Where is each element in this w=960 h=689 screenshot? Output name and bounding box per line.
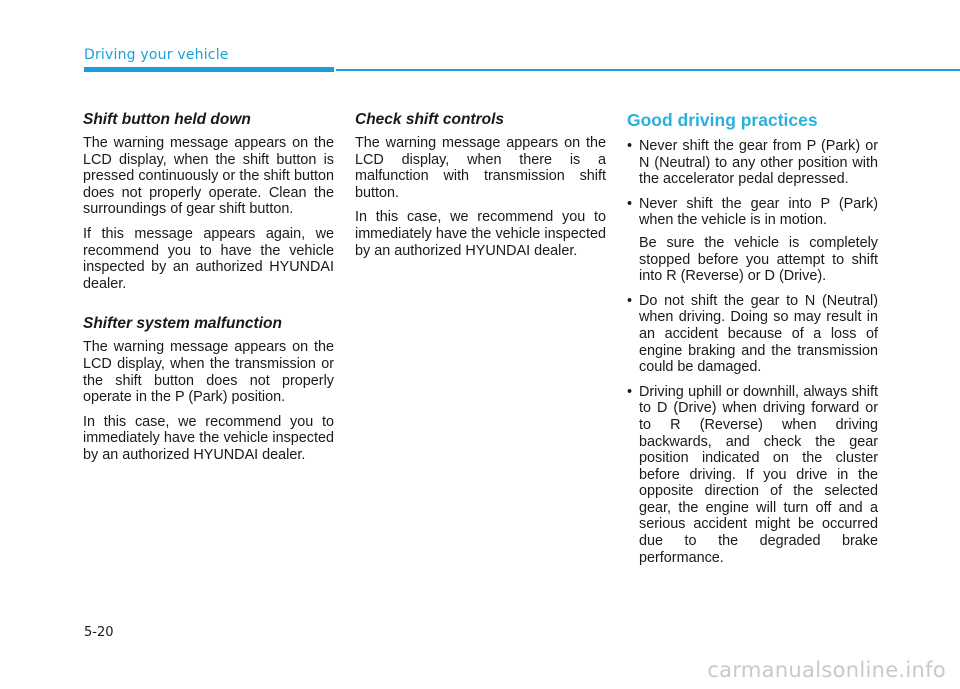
list-item-text: Driving uphill or downhill, always shift to D (Drive) when driving forward or to R (Reverse) when driving backwards, and check the gear position indicated on the cluster before driving. If you drive in the opposite direction of the selected gear, the engine will turn off and a serious accident might be occurred due to the degraded brake performance. xyxy=(639,383,878,566)
bullet-icon: • xyxy=(627,383,633,400)
list-item-text: Do not shift the gear to N (Neutral) when driving. Doing so may result in an accident because of a loss of engine braking and the transmission could be damaged. xyxy=(639,292,878,376)
header-rule-thick xyxy=(84,67,334,72)
bullet-icon: • xyxy=(627,195,633,212)
list-item-text: Never shift the gear into P (Park) when the vehicle is in motion. xyxy=(639,195,878,229)
bullet-icon: • xyxy=(627,138,633,154)
paragraph: The warning message appears on the LCD display, when the transmission or the shift button does not properly operate in the P (Park) position. xyxy=(83,339,334,406)
section-title: Driving your vehicle xyxy=(84,47,229,63)
list-item-text: Never shift the gear from P (Park) or N (Neutral) to any other position with the accelerator pedal depressed. xyxy=(639,138,878,188)
list-item xyxy=(627,293,878,376)
heading-good-driving-practices: Good driving practices xyxy=(627,110,818,130)
practices-list xyxy=(627,138,878,566)
page-number: 5-20 xyxy=(84,625,114,640)
list-item xyxy=(627,196,878,285)
list-item xyxy=(627,138,878,188)
paragraph: The warning message appears on the LCD display, when the shift button is pressed continuously or the shift button does not properly operate. Clean the surroundings of gear shift button. xyxy=(83,135,334,218)
paragraph: In this case, we recommend you to immediately have the vehicle inspected by an authorized HYUNDAI dealer. xyxy=(355,209,606,259)
list-item xyxy=(627,384,878,567)
bullet-icon: • xyxy=(627,292,633,309)
left-column xyxy=(83,110,334,472)
heading-shifter-system-malfunction: Shifter system malfunction xyxy=(83,315,282,333)
right-column xyxy=(627,110,878,574)
watermark: carmanualsonline.info xyxy=(707,658,946,682)
paragraph: The warning message appears on the LCD display, when there is a malfunction with transmission shift button. xyxy=(355,135,606,201)
heading-check-shift-controls: Check shift controls xyxy=(355,111,504,128)
paragraph: In this case, we recommend you to immediately have the vehicle inspected by an authorized HYUNDAI dealer. xyxy=(83,413,334,463)
paragraph: If this message appears again, we recommend you to have the vehicle inspected by an authorized HYUNDAI dealer. xyxy=(83,225,334,292)
header-rule-thin xyxy=(336,69,960,71)
heading-shift-button-held-down: Shift button held down xyxy=(83,111,251,128)
list-item-subtext: Be sure the vehicle is completely stopped before you attempt to shift into R (Reverse) or D (Drive). xyxy=(639,234,878,285)
middle-column xyxy=(355,110,606,267)
